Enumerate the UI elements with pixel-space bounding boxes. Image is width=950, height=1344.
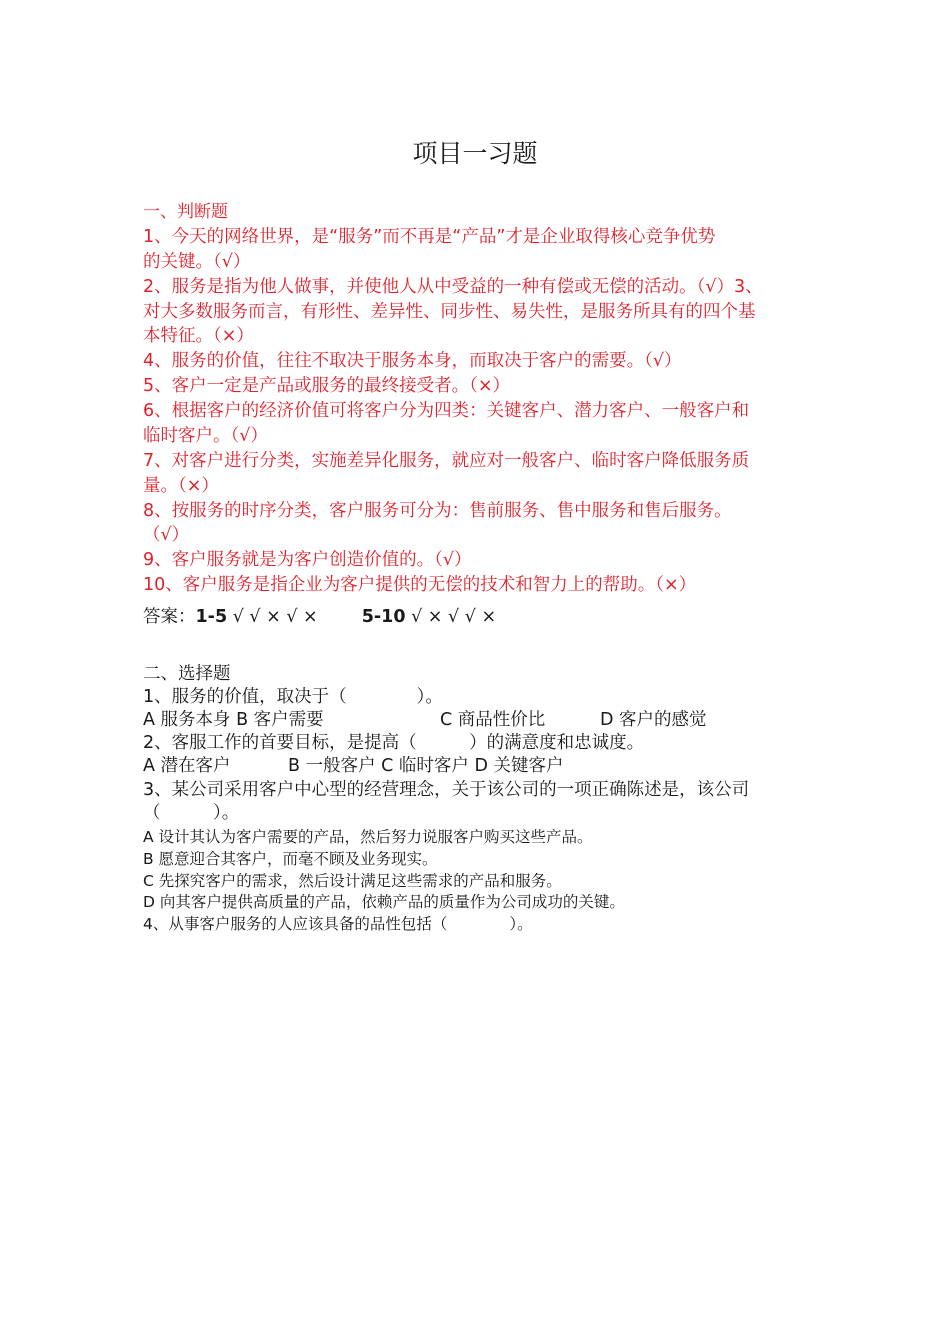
tf-line-9: 临时客户。（√） [143, 426, 268, 446]
section2-heading: 二、选择题 [143, 664, 231, 684]
mc-q3-option-a: A 设计其认为客户需要的产品，然后努力说服客户购买这些产品。 [143, 828, 593, 846]
section1-heading: 一、判断题 [143, 202, 228, 222]
tf-line-4: 对大多数服务而言，有形性、差异性、同步性、易失性，是服务所具有的四个基 [143, 302, 756, 322]
tf-line-3: 2、服务是指为他人做事，并使他人从中受益的一种有偿或无偿的活动。（√）3、 [143, 277, 763, 297]
tf-line-5: 本特征。（×） [143, 326, 254, 346]
mc-question-4: 4、从事客户服务的人应该具备的品性包括（ ）。 [143, 915, 533, 933]
answer-marks-2: √ × √ √ × [405, 607, 497, 627]
tf-line-6: 4、服务的价值，往往不取决于服务本身，而取决于客户的需要。（√） [143, 351, 682, 371]
tf-line-14: 9、客户服务就是为客户创造价值的。（√） [143, 550, 472, 570]
mc-q3-option-c: C 先探究客户的需求，然后设计满足这些需求的产品和服务。 [143, 872, 562, 890]
mc-question-3-line2: （ ）。 [143, 803, 240, 823]
tf-line-15: 10、客户服务是指企业为客户提供的无偿的技术和智力上的帮助。（×） [143, 575, 697, 595]
mc-q3-option-b: B 愿意迎合其客户，而毫不顾及业务现实。 [143, 850, 438, 868]
mc-q1-option-d: D 客户的感觉 [600, 710, 707, 730]
mc-q3-option-d: D 向其客户提供高质量的产品，依赖产品的质量作为公司成功的关键。 [143, 893, 625, 911]
tf-line-1: 1、今天的网络世界，是“服务”而不再是“产品”才是企业取得核心竞争优势 [143, 227, 716, 247]
answer-range-2: 5-10 [361, 607, 406, 627]
answer-label: 答案： [143, 607, 196, 627]
mc-q1-option-ab: A 服务本身 B 客户需要 [143, 710, 324, 730]
tf-line-8: 6、根据客户的经济价值可将客户分为四类：关键客户、潜力客户、一般客户和 [143, 401, 750, 421]
answer-marks-1: √ √ × √ × [227, 607, 318, 627]
tf-line-12: 8、按服务的时序分类，客户服务可分为：售前服务、售中服务和售后服务。 [143, 501, 732, 521]
mc-q1-options [143, 708, 707, 732]
tf-line-2: 的关键。（√） [143, 252, 251, 272]
tf-line-10: 7、对客户进行分类，实施差异化服务，就应对一般客户、临时客户降低服务质 [143, 451, 750, 471]
tf-line-13: （√） [143, 525, 190, 545]
tf-line-11: 量。（×） [143, 476, 219, 496]
mc-q1-option-c: C 商品性价比 [440, 710, 546, 730]
tf-line-7: 5、客户一定是产品或服务的最终接受者。（×） [143, 376, 511, 396]
mc-q2-option-a: A 潜在客户 [143, 756, 231, 776]
mc-question-3-line1: 3、某公司采用客户中心型的经营理念，关于该公司的一项正确陈述是，该公司 [143, 780, 750, 800]
mc-question-2: 2、客服工作的首要目标，是提高（ ）的满意度和忠诚度。 [143, 733, 645, 753]
answer-range-1: 1-5 [195, 607, 228, 627]
answer-line [143, 605, 496, 629]
mc-q2-options [143, 754, 564, 778]
mc-question-1: 1、服务的价值，取决于（ ）。 [143, 687, 443, 707]
mc-q2-option-bcd: B 一般客户 C 临时客户 D 关键客户 [288, 756, 564, 776]
page-title: 项目一习题 [412, 139, 538, 168]
